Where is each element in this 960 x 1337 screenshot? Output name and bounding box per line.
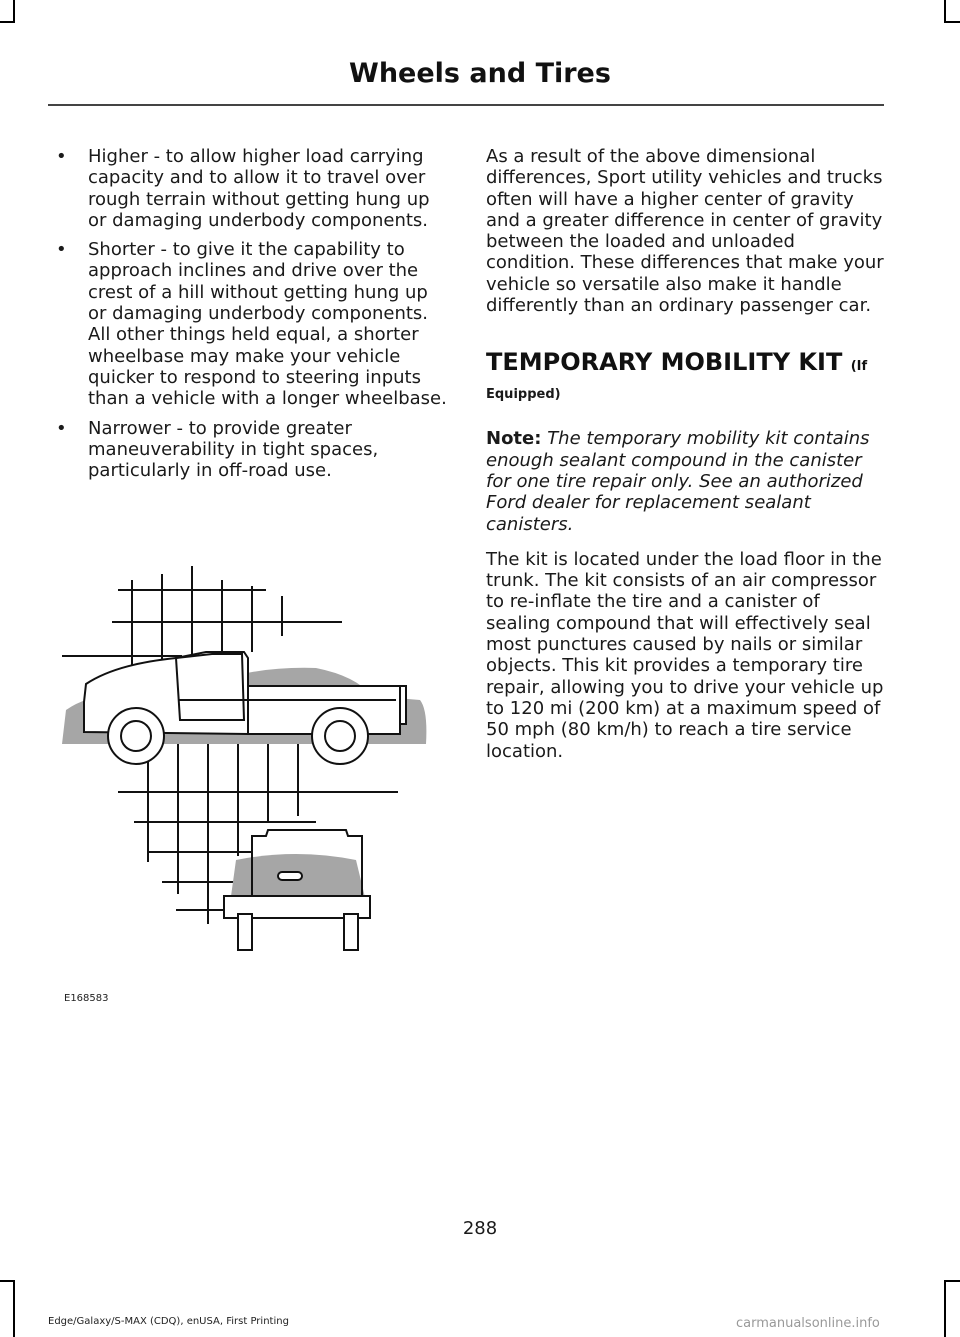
note-text: The temporary mobility kit contains enough sealant compound in the canister for one tire repair only. See an authorized Ford dealer for replacement sealant canisters. [486, 428, 870, 535]
crop-mark-bottom-right-h [944, 1280, 960, 1282]
page-number: 288 [462, 1218, 498, 1239]
crop-mark-bottom-right [944, 1280, 946, 1337]
figure-id: E168583 [64, 993, 109, 1004]
page-title: Wheels and Tires [349, 58, 611, 89]
edition-footer: Edge/Galaxy/S-MAX (CDQ), enUSA, First Printing [48, 1316, 289, 1327]
bullet-item [56, 146, 448, 231]
crop-mark-bottom-left-h [0, 1280, 15, 1282]
bullet-marker: • [56, 417, 67, 439]
left-column [56, 146, 448, 489]
crop-mark-top-left-h [0, 21, 15, 23]
body-paragraph: The kit is located under the load floor in the trunk. The kit consists of an air compressor to re-inflate the tire and a canister of sealing compound that will effectively seal most punctures caused by nails or similar objects. This kit provides a temporary tire repair, allowing you to drive your vehicle up to 120 mi (200 km) at a maximum speed of 50 mph (80 km/h) to reach a tire service location. [486, 548, 884, 762]
watermark: carmanualsonline.info [736, 1316, 880, 1331]
note-paragraph [486, 428, 886, 534]
section-heading [486, 344, 886, 385]
crop-mark-top-left [13, 0, 15, 22]
section-qualifier: (If [850, 359, 868, 375]
header-rule [48, 104, 884, 106]
bullet-marker: • [56, 239, 67, 261]
crop-mark-bottom-left [13, 1280, 15, 1337]
intro-paragraph: As a result of the above dimensional differences, Sport utility vehicles and trucks often will have a higher center of gravity and a greater difference in center of gravity between the loaded and unloaded condition. These differences that make your vehicle so versatile also make it handle differently than an ordinary passenger car. [486, 146, 884, 317]
right-column [486, 146, 886, 776]
bullet-item [56, 239, 448, 409]
crop-mark-top-right [944, 0, 946, 22]
section-title: TEMPORARY MOBILITY KIT [486, 348, 843, 377]
crop-mark-top-right-h [944, 21, 960, 23]
bullet-item [56, 418, 448, 482]
truck-dimension-illustration [56, 560, 448, 1010]
bullet-list [56, 146, 448, 481]
section-qualifier-continued: Equipped) [486, 387, 561, 403]
bullet-marker: • [56, 146, 67, 167]
note-label: Note: [486, 428, 542, 450]
bullet-text: Higher - to allow higher load carrying capacity and to allow it to travel over rough terrain without getting hung up or damaging underbody components. [88, 146, 430, 231]
bullet-text: Narrower - to provide greater maneuverability in tight spaces, particularly in off-road use. [88, 417, 379, 482]
bullet-text: Shorter - to give it the capability to approach inclines and drive over the crest of a hill without getting hung up or damaging underbody components. All other things held equal, a shorter wheelbase may make your vehicle quicker to respond to steering inputs than a vehicle with a longer wheelbase. [88, 239, 447, 410]
